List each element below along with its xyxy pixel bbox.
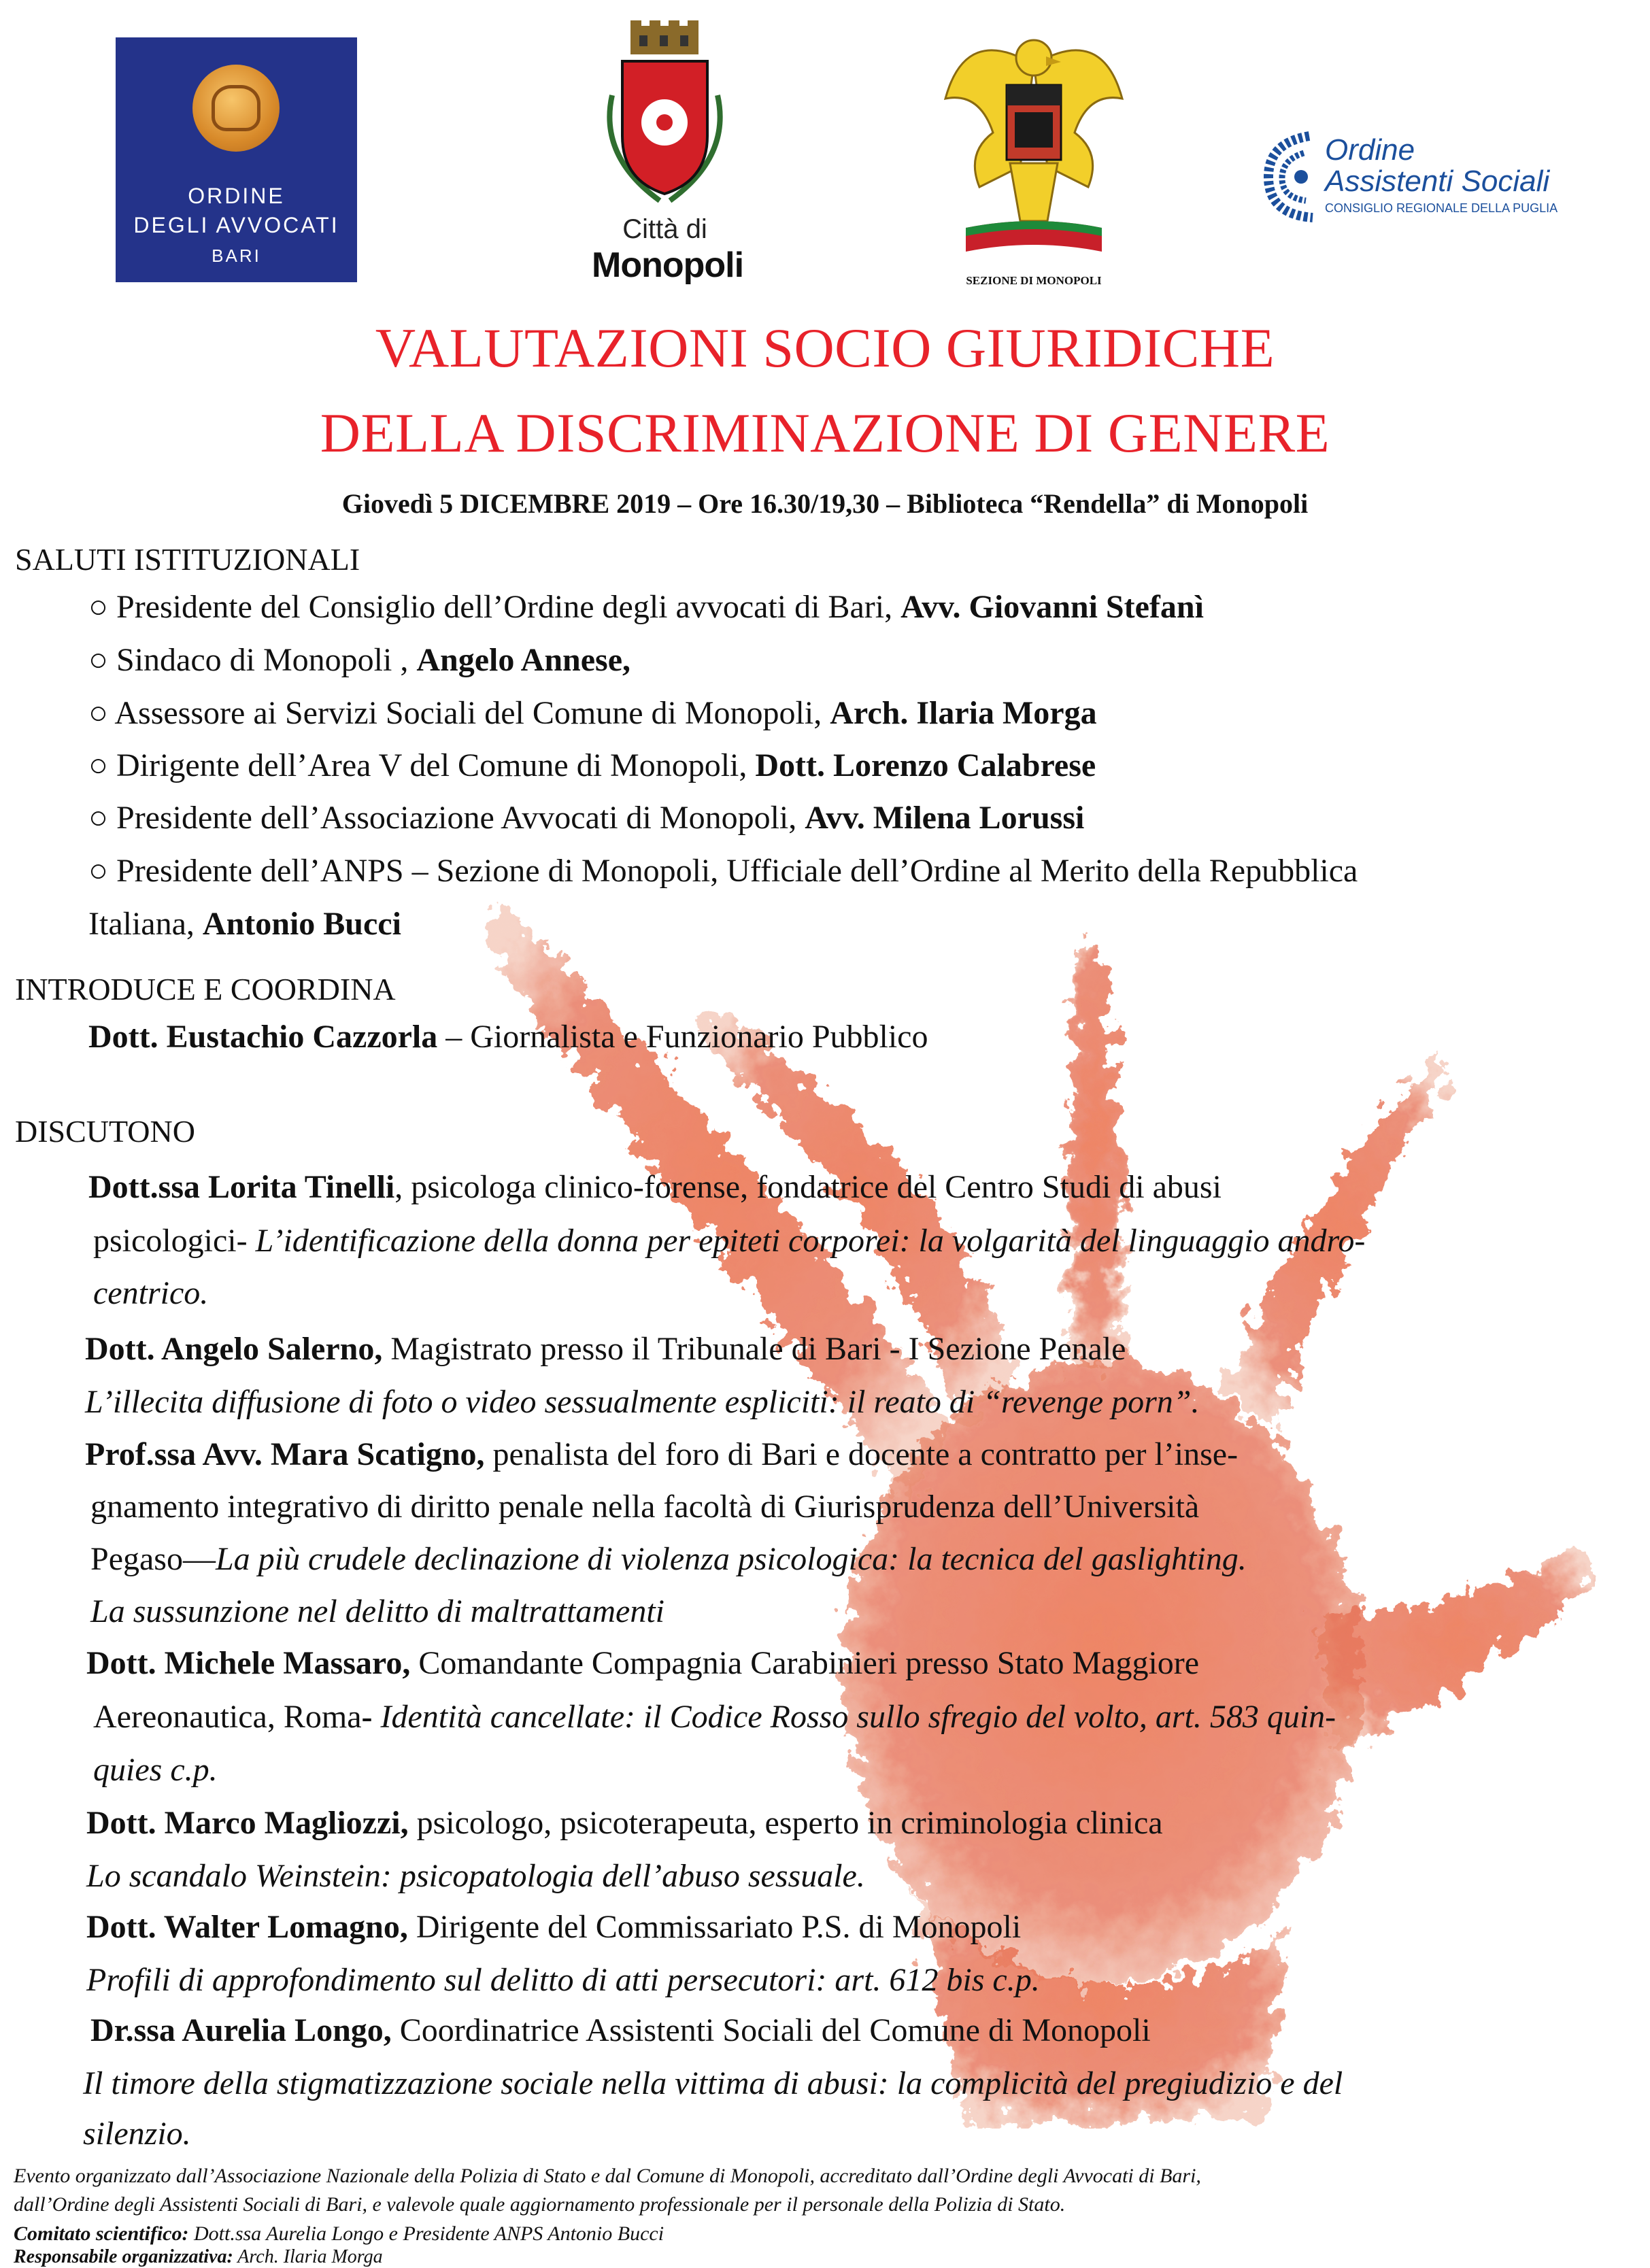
saluto-item: ○ Sindaco di Monopoli , Angelo Annese, [88, 642, 631, 678]
logo-ribbon-label: ANPS [1011, 246, 1056, 263]
event-title-line-2: DELLA DISCRIMINAZIONE DI GENERE [320, 402, 1330, 464]
section-heading-saluti: SALUTI ISTITUZIONALI [15, 542, 360, 577]
logo-line: ORDINE [188, 184, 285, 208]
moderator: Dott. Eustachio Cazzorla – Giornalista e Funzionario Pubblico [88, 1019, 928, 1055]
speaker-scatigno-line: gnamento integrativo di diritto penale nella facoltà di Giurisprudenza dell’Università [90, 1489, 1200, 1525]
saluto-item: ○ Presidente dell’Associazione Avvocati di Monopoli, Avv. Milena Lorussi [88, 800, 1085, 836]
speaker-scatigno-topic: La sussunzione nel delitto di maltrattamenti [90, 1593, 665, 1629]
footer-comitato: Comitato scientifico: Dott.ssa Aurelia Longo e Presidente ANPS Antonio Bucci [14, 2222, 664, 2245]
saluto-item: ○ Dirigente dell’Area V del Comune di Monopoli, Dott. Lorenzo Calabrese [88, 747, 1096, 783]
speaker-massaro-topic: quies c.p. [93, 1752, 218, 1788]
logo-line: DEGLI AVVOCATI [133, 213, 339, 237]
speaker-longo: Dr.ssa Aurelia Longo, Coordinatrice Assistenti Sociali del Comune di Monopoli [90, 2012, 1151, 2048]
speaker-magliozzi-topic: Lo scandalo Weinstein: psicopatologia dell’abuso sessuale. [86, 1858, 865, 1894]
event-title-line-1: VALUTAZIONI SOCIO GIURIDICHE [375, 317, 1275, 379]
event-date-location: Giovedì 5 DICEMBRE 2019 – Ore 16.30/19,30 – Biblioteca “Rendella” di Monopoli [341, 488, 1309, 519]
logo-line: Assistenti Sociali [1325, 165, 1550, 198]
logo-line: CONSIGLIO REGIONALE DELLA PUGLIA [1325, 201, 1558, 215]
speaker-magliozzi: Dott. Marco Magliozzi, psicologo, psicoterapeuta, esperto in criminologia clinica [86, 1805, 1163, 1841]
saluto-item: ○ Presidente dell’ANPS – Sezione di Monopoli, Ufficiale dell’Ordine al Merito della Repubblica [88, 853, 1358, 889]
saluto-item: ○ Assessore ai Servizi Sociali del Comune di Monopoli, Arch. Ilaria Morga [88, 695, 1097, 731]
saluto-item: ○ Presidente del Consiglio dell’Ordine degli avvocati di Bari, Avv. Giovanni Stefanì [88, 589, 1204, 625]
footer-responsabile: Responsabile organizzativa: Arch. Ilaria Morga [14, 2246, 383, 2267]
speaker-salerno: Dott. Angelo Salerno, Magistrato presso il Tribunale di Bari - I Sezione Penale [85, 1331, 1126, 1367]
speaker-scatigno-line: Pegaso—La più crudele declinazione di violenza psicologica: la tecnica del gaslighting. [90, 1541, 1247, 1577]
section-heading-discutono: DISCUTONO [15, 1114, 195, 1149]
speaker-salerno-topic: L’illecita diffusione di foto o video sessualmente espliciti: il reato di “revenge porn”. [85, 1384, 1200, 1420]
speaker-lomagno-topic: Profili di approfondimento sul delitto di atti persecutori: art. 612 bis c.p. [86, 1962, 1040, 1998]
speaker-massaro: Dott. Michele Massaro, Comandante Compagnia Carabinieri presso Stato Maggiore [86, 1645, 1200, 1681]
speaker-tinelli-topic: centrico. [93, 1275, 209, 1311]
section-heading-introduce: INTRODUCE E COORDINA [15, 972, 396, 1006]
saluto-item-continued: Italiana, Antonio Bucci [88, 906, 401, 942]
speaker-longo-topic: silenzio. [83, 2116, 191, 2152]
speaker-tinelli-line: psicologici- L’identificazione della donna per epiteti corporei: la volgarità del linguaggio andro- [93, 1223, 1366, 1259]
logo-line: Ordine [1325, 133, 1415, 167]
speaker-longo-topic: Il timore della stigmatizzazione sociale nella vittima di abusi: la complicità del pregiudizio e del [83, 2065, 1343, 2101]
speaker-massaro-line: Aereonautica, Roma- Identità cancellate: il Codice Rosso sullo sfregio del volto, art. 583 quin- [93, 1699, 1336, 1735]
speaker-tinelli: Dott.ssa Lorita Tinelli, psicologa clinico-forense, fondatrice del Centro Studi di abusi [88, 1169, 1222, 1205]
logo-line: Monopoli [592, 246, 744, 285]
logo-line: Città di [622, 214, 707, 244]
logo-caption: SEZIONE DI MONOPOLI [966, 274, 1102, 287]
logo-line: BARI [212, 246, 261, 266]
footer-note: Evento organizzato dall’Associazione Nazionale della Polizia di Stato e dal Comune di Monopoli, accreditato dall’Ordine degli Avvocati di Bari, [14, 2165, 1201, 2187]
footer-note: dall’Ordine degli Assistenti Sociali di Bari, e valevole quale aggiornamento professionale per il personale della Polizia di Stato. [14, 2193, 1066, 2216]
speaker-scatigno: Prof.ssa Avv. Mara Scatigno, penalista del foro di Bari e docente a contratto per l’inse- [85, 1436, 1239, 1472]
speaker-lomagno: Dott. Walter Lomagno, Dirigente del Commissariato P.S. di Monopoli [86, 1909, 1022, 1945]
